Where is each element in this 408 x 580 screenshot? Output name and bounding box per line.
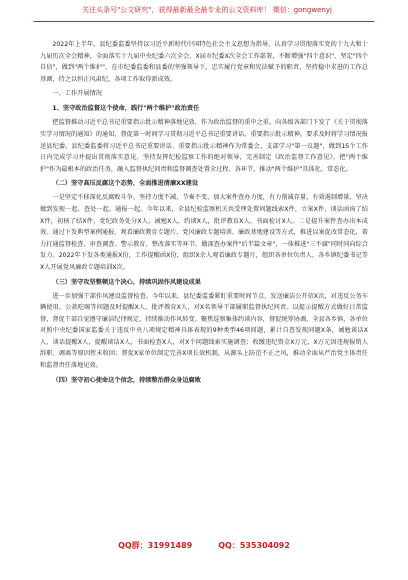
intro-paragraph: 2022年上半年，县纪委监委坚持以习近平新时代中国特色社会主义思想为指导，认真学习贯彻落实党的十九大和十九届历次全会精神，全面落实十九届中央纪委六次全会、X届市纪委X次全会工作部署，不断增强"四个意识"，坚定"四个自信"，做到"两个维护"，在市纪委监委和县委的坚强领导下，忠实履行党章和宪法赋予的职责，坚持稳中求进的工作总基调，持之以恒正风肃纪，各项工作取得新成效。: [40, 41, 368, 83]
subsection-heading-4: （四）坚守初心使命这个信念，持续整治群众身边腐败: [52, 376, 201, 384]
header-banner: 关注头条号"公文研究"，获得最新最全最专业的公文资料库！ 微信：gongwenyj: [82, 6, 332, 14]
header-rule: [34, 21, 374, 22]
subsection-paragraph-2: 一是坚定不移深化反腐败斗争。坚持力度不减、节奏不变，加大案件查办力度，有力削减存量，有效遏制增量，坚决做到发现一起、查处一起、通报一起。今年以来，全县纪检监察机关共受理处置问题线索X件，立案X件，谈话函询了结X件，初核了结X件，党纪政务处分X人，诫勉X人，约谈X人，批评教育X人，书面检讨X人。二是提升案件查办出本成效。通过下发典型案例通报、观看廉政教育专题片、党风廉政专题培训、廉政基地建设等方式，推进以案促改常态化，着力打通监督检查、审查调查、警示教育、整改落实等环节。做深查办案件"后半篇文章"，一体推进"三不腐"同时同向综合发力。2022年下发各类通报X份，工作提醒函X份，组织X余人观看廉政专题片，组织各单位负责人、各乡镇纪委书记等X人开展党风廉政专题培训X次。: [40, 194, 368, 271]
subsection-heading-2: （二）坚守高压反腐这个态势，全面推进清廉XX建设: [52, 180, 199, 188]
subsection-paragraph-1: 把监督推动习近平总书记重要指示批示精神落地见效，作为政治监督的重中之重。向各级各部门下发了《关于贯彻落实学习情况的通知》的通知，督促第一时间学习贯彻习近平总书记重要讲话、重要指示批示精神，要求及时将学习情况报送县纪委。县纪委监委将习近平总书记重要讲话、重要指示批示精神作为常委会、支部学习"第一议题"，做到15个工作日内完成学习并提出贯彻落实意见。坚持发挥纪检监察工作的绝对领导，完善制定《政治监督工作意见》，把"两个维护"作为最根本的政治任务，融入监督执纪问责和监督调查处置全过程、各环节，推动"两个维护"具体化、常态化。: [40, 119, 368, 173]
footer-qq: QQ：535304092: [218, 541, 290, 550]
footer-contact: [0, 540, 408, 551]
subsection-paragraph-3: 进一步加强干部作风建设监督检查。今年以来，县纪委监委紧盯重要时间节点，发送廉洁公开信X次，对违反公务车辆使用、公款吃喝等问题及时提醒X人、批评教育X人，对X名领导干部履职监督执纪问责。以提示提醒方式做好日常监督，督促干部自觉遵守廉洁纪律规定，持续推动作风转变。聚焦巡察集体约谈内容，督促统筹协调，全县各乡镇、各单位对照中央纪委国家监委关于违反中央八项规定精神具体表现的9种类型46项问题，累计自查发现问题X条，诫勉谈话X人，谈话提醒X人，提醒谈话X人，书面检查X人，对X个问题线索实施调查；收缴违纪资金X万元，X万元因违规报销人辞职、调离等原因暂未收回；督促X家单位制定完善X项长效机制，从源头上防范不正之风，推动全面从严治党主体责任和监督责任落地见效。: [40, 292, 368, 370]
document-body: [40, 39, 368, 387]
section-heading-1: 一、工作开展情况: [52, 90, 102, 98]
subsection-heading-1: 1、坚守政治监督这个使命，践行"两个维护"政治责任: [52, 105, 200, 113]
subsection-heading-3: （三）坚守攻坚整顿这个决心，持续巩固作风建设成果: [52, 278, 201, 286]
footer-qq-group: QQ群：31991489: [118, 541, 193, 550]
